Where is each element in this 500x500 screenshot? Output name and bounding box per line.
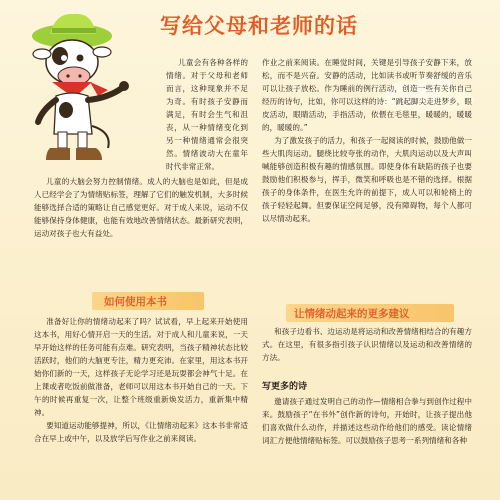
energy-text: 要知道运动能够提神，所以，《让情绪动起来》这本书非常适合在早上或中午，以及放学后写作业之前来阅读。 [34,421,248,443]
intro-text: 儿童会有各种各样的情绪。对于父母和老师而言，这种现象并不足为奇。有时孩子安静而满足，有时会生气和沮丧，从一种情绪变化到另一种情绪通常会很突然。情绪波动大在童年时代非常正常。 [166,58,248,171]
how-to-use-text: 准备好让你的情绪动起来了吗？试试看，早上起来开始使用这本书，用好心情开启一天的生活。对于成人和儿童来说，一天早开始这样的任务可能有点难。研究表明，当孩子精神状态比较活跃时，他们的大脑更专注，精力更充沛。在家里，用这本书开始你们新的一天，这样孩子无论学习还是玩耍都会神气十足。在上课或者吃饭前做准备，老师可以用这本书开始自己的一天。下午的时候再重复一次，让整个班级重新焕发活力，重新集中精神。 [34,317,248,417]
paragraph-write-poems [262,395,472,447]
write-poems-text: 邀请孩子通过发明自己的动作—情绪相合拳与到创作过程中来。鼓励孩子“在书外”创作新的诗句，开始时，让孩子提出他们喜欢做什么动作，并描述这些动作给他们的感受。读论情绪词汇方便他情绪贴标签。可以鼓励孩子思考一系列情绪和各种 [262,397,472,445]
paragraph-brain [34,175,248,240]
brain-text: 儿童的大脑会努力控制情绪。成人的大脑也是如此，但是成人已经学会了为情绪贴标签，理解了它们的触发机制，大多时候能够选择合适的策略让自己感觉更好。对于成人来说，运动不仅能够保持身体健康，也能有效地改善情绪状态。最新研究表明，运动对孩子也大有益处。 [34,177,248,238]
intro-paragraph [166,56,248,173]
paragraph-how-to-use [34,315,248,445]
paragraph-bedtime [262,56,472,225]
bedtime-text: 作业之前来阅读。在睡觉时间，关键是引导孩子安静下来，放松，而不是兴奋。安静的活动，比如读书或听节奏舒缓的音乐可以让孩子放松。作为睡前的例行活动，创造一些有关你自己经历的诗句，比如，你可以这样的诗：“跳起脚尖走进梦乡，眼皮活动，眼睛活动，手指活动，依偎在毛毯里，暖暖的，暖暖的，暖暖的。” [262,58,472,132]
subheading-write-poems: 写更多的诗 [262,382,308,392]
more-tips-text: 和孩子边看书、边运动是将运动和改善情绪相结合的有趣方式。在这里，有很多指引孩子认识情绪以及运动和改善情绪的方法。 [262,327,472,362]
page-title: 写给父母和老师的话 [160,13,358,38]
section-heading-how-to-use: 如何使用本书 [104,296,167,308]
energize-text: 为了激发孩子的活力，和孩子一起阅读的时候，鼓励他做一些大肌肉运动。腿绕比较夸张的动作，大肌肉运动以及大声叫喊能够创造积极有趣的情感氛围。即使身体有缺陷的孩子也要鼓励他们积极参与，挥手，微笑和呼吸也是不错的选择。根据孩子的身体条件，在医生允许的前提下，成人可以和轮椅上的孩子轻轻起舞。但要保证空间足够，没有障碍物，每个人都可以尽情动起来。 [262,136,472,223]
paragraph-more-tips [262,325,472,364]
cow-cowboy-illustration [12,6,162,166]
section-heading-more-tips: 让情绪动起来的更多建议 [294,308,410,320]
